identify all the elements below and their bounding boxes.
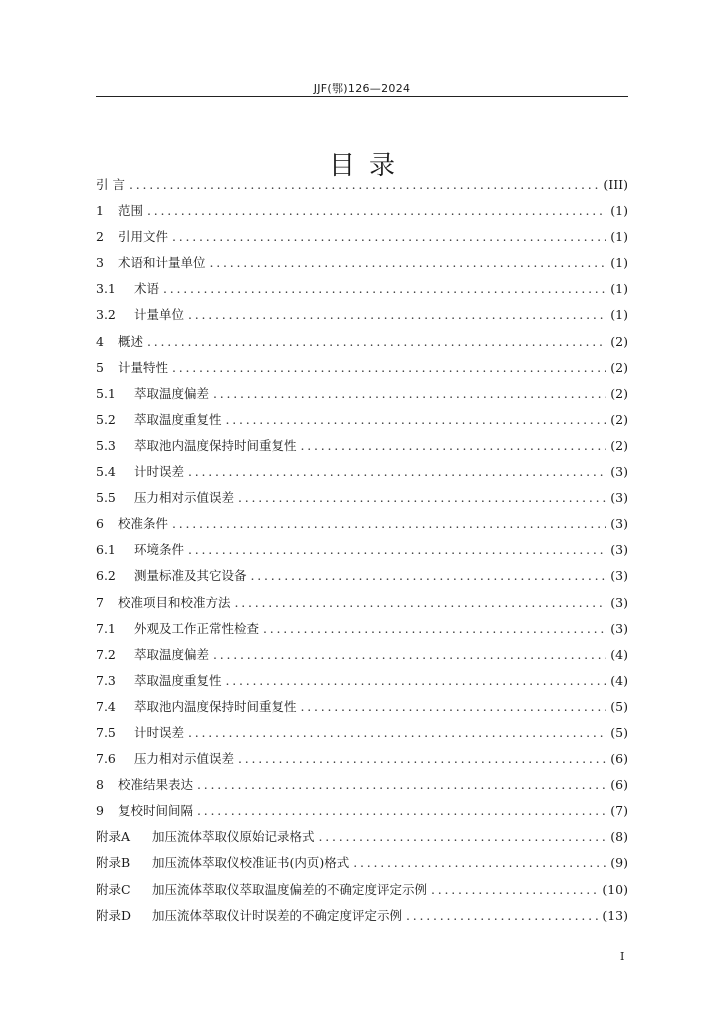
toc-entry-title: 校准项目和校准方法: [118, 594, 231, 610]
page-title: 目录: [328, 151, 409, 182]
toc-entry-title: 环境条件: [134, 542, 185, 558]
toc-entry-title: 计时误差: [134, 464, 185, 480]
toc-entry-title: 萃取温度偏差: [134, 385, 210, 401]
toc-entry-page: (4): [610, 646, 628, 662]
toc-entry-title: 加压流体萃取仪萃取温度偏差的不确定度评定示例: [152, 881, 428, 897]
toc-dot-leader: [251, 568, 607, 583]
toc-entry-title: 萃取温度重复性: [134, 411, 222, 427]
toc-entry[interactable]: [96, 253, 628, 279]
toc-entry-title: 校准结果表达: [118, 777, 194, 793]
toc-entry-number: 附录B: [96, 855, 131, 871]
toc-entry[interactable]: [96, 462, 628, 488]
toc-dot-leader: [235, 595, 607, 610]
toc-entry-number: 附录C: [96, 881, 131, 897]
toc-dot-leader: [213, 386, 606, 401]
toc-entry-page: (2): [610, 411, 628, 427]
header-rule: [96, 96, 628, 97]
toc-entry-page: (9): [610, 855, 628, 871]
toc-entry-number: 7: [96, 594, 104, 610]
toc-dot-leader: [188, 464, 606, 479]
toc-entry[interactable]: [96, 723, 628, 749]
toc-entry-number: 8: [96, 777, 104, 793]
toc-entry[interactable]: [96, 540, 628, 566]
toc-entry-number: 5.4: [96, 464, 116, 480]
toc-entry[interactable]: [96, 201, 628, 227]
toc-entry-title: 概述: [118, 333, 144, 349]
toc-dot-leader: [226, 673, 607, 688]
toc-entry-number: 2: [96, 229, 104, 245]
toc-entry-number: 7.6: [96, 751, 116, 767]
toc-entry-number: 3.1: [96, 281, 116, 297]
page-number: I: [620, 950, 625, 963]
toc-entry-number: 3.2: [96, 307, 116, 323]
toc-entry-title: 术语和计量单位: [118, 255, 206, 271]
toc-dot-leader: [197, 777, 606, 792]
toc-entry-number: 附录D: [96, 907, 132, 923]
toc-dot-leader: [210, 255, 607, 270]
toc-entry[interactable]: [96, 436, 628, 462]
toc-entry-number: 7.5: [96, 724, 116, 740]
toc-entry-page: (1): [610, 203, 628, 219]
toc-entry-title: 压力相对示值误差: [134, 751, 235, 767]
toc-entry-title: 加压流体萃取仪原始记录格式: [152, 829, 315, 845]
toc-entry-title: 范围: [118, 203, 144, 219]
toc-entry-page: (5): [610, 724, 628, 740]
toc-dot-leader: [172, 229, 606, 244]
toc-entry-number: 3: [96, 255, 104, 271]
toc-entry-number: 7.1: [96, 620, 116, 636]
toc-entry[interactable]: [96, 332, 628, 358]
toc-dot-leader: [163, 281, 606, 296]
toc-dot-leader: [188, 725, 606, 740]
toc-entry-page: (1): [610, 255, 628, 271]
toc-entry-number: 5.2: [96, 411, 116, 427]
toc-entry[interactable]: [96, 880, 628, 906]
toc-dot-leader: [197, 803, 606, 818]
toc-entry-title: 复校时间间隔: [118, 803, 194, 819]
toc-entry[interactable]: [96, 619, 628, 645]
toc-entry[interactable]: [96, 384, 628, 410]
toc-entry-number: 4: [96, 333, 104, 349]
toc-entry[interactable]: [96, 671, 628, 697]
toc-entry-number: 7.3: [96, 672, 116, 688]
toc-entry-page: (7): [610, 803, 628, 819]
toc-entry[interactable]: [96, 775, 628, 801]
toc-entry-number: 5.3: [96, 437, 116, 453]
table-of-contents: [96, 175, 628, 932]
toc-dot-leader: [226, 412, 607, 427]
toc-entry-title: 引 言: [96, 177, 125, 192]
toc-entry-page: (1): [610, 229, 628, 245]
toc-entry-number: 5.1: [96, 385, 116, 401]
toc-entry-page: (2): [610, 437, 628, 453]
toc-entry[interactable]: [96, 593, 628, 619]
toc-entry[interactable]: [96, 749, 628, 775]
toc-dot-leader: [147, 334, 606, 349]
toc-dot-leader: [172, 360, 606, 375]
toc-entry-number: 6.1: [96, 542, 116, 558]
toc-entry-title: 计量单位: [134, 307, 185, 323]
toc-entry[interactable]: [96, 358, 628, 384]
toc-entry-title: 测量标准及其它设备: [134, 568, 247, 584]
toc-entry[interactable]: [96, 697, 628, 723]
toc-entry-number: 5: [96, 359, 104, 375]
toc-entry[interactable]: [96, 227, 628, 253]
toc-entry-number: 7.2: [96, 646, 116, 662]
toc-entry[interactable]: [96, 853, 628, 879]
toc-entry-title: 校准条件: [118, 516, 169, 532]
toc-dot-leader: [238, 751, 606, 766]
toc-dot-leader: [301, 438, 607, 453]
toc-entry-page: (1): [610, 281, 628, 297]
toc-entry-title: 术语: [134, 281, 160, 297]
toc-entry[interactable]: [96, 645, 628, 671]
toc-entry-page: (3): [610, 490, 628, 506]
toc-entry-title: 加压流体萃取仪计时误差的不确定度评定示例: [152, 907, 403, 923]
toc-dot-leader: [147, 203, 606, 218]
toc-entry-number: 6: [96, 516, 104, 532]
toc-entry-number: 7.4: [96, 698, 116, 714]
toc-entry-page: (10): [602, 881, 628, 897]
toc-entry[interactable]: [96, 906, 628, 932]
toc-entry-page: (3): [610, 516, 628, 532]
toc-entry-number: 9: [96, 803, 104, 819]
toc-dot-leader: [188, 542, 606, 557]
toc-entry-page: (2): [610, 333, 628, 349]
toc-entry-title: 萃取温度偏差: [134, 646, 210, 662]
document-code-header: JJF(鄂)126—2024: [313, 82, 411, 95]
toc-entry-title: 加压流体萃取仪校准证书(内页)格式: [152, 855, 350, 871]
toc-entry-page: (4): [610, 672, 628, 688]
toc-entry-page: (III): [603, 177, 628, 192]
toc-entry[interactable]: [96, 827, 628, 853]
toc-entry-page: (3): [610, 542, 628, 558]
toc-entry-page: (3): [610, 568, 628, 584]
toc-dot-leader: [188, 307, 606, 322]
toc-entry[interactable]: [96, 305, 628, 331]
toc-dot-leader: [238, 490, 606, 505]
toc-entry-title: 引用文件: [118, 229, 169, 245]
toc-entry-page: (3): [610, 464, 628, 480]
toc-dot-leader: [129, 177, 599, 192]
toc-entry-title: 计时误差: [134, 724, 185, 740]
toc-entry[interactable]: [96, 175, 628, 201]
toc-entry-number: 1: [96, 203, 104, 219]
toc-entry[interactable]: [96, 279, 628, 305]
toc-entry[interactable]: [96, 488, 628, 514]
toc-entry[interactable]: [96, 801, 628, 827]
toc-entry-page: (3): [610, 594, 628, 610]
toc-entry[interactable]: [96, 410, 628, 436]
toc-entry-title: 萃取池内温度保持时间重复性: [134, 437, 297, 453]
toc-entry-page: (2): [610, 385, 628, 401]
toc-dot-leader: [301, 699, 607, 714]
toc-entry-title: 压力相对示值误差: [134, 490, 235, 506]
toc-entry-page: (6): [610, 777, 628, 793]
toc-entry[interactable]: [96, 514, 628, 540]
toc-entry-page: (8): [610, 829, 628, 845]
toc-entry-number: 附录A: [96, 829, 131, 845]
toc-entry[interactable]: [96, 566, 628, 592]
toc-entry-page: (2): [610, 359, 628, 375]
toc-entry-title: 萃取温度重复性: [134, 672, 222, 688]
toc-dot-leader: [319, 829, 607, 844]
toc-dot-leader: [431, 882, 598, 897]
toc-entry-page: (13): [602, 907, 628, 923]
toc-entry-page: (1): [610, 307, 628, 323]
toc-entry-page: (5): [610, 698, 628, 714]
toc-dot-leader: [172, 516, 606, 531]
toc-dot-leader: [263, 621, 606, 636]
toc-entry-page: (6): [610, 751, 628, 767]
toc-entry-title: 萃取池内温度保持时间重复性: [134, 698, 297, 714]
toc-dot-leader: [406, 908, 598, 923]
toc-entry-number: 6.2: [96, 568, 116, 584]
toc-entry-title: 计量特性: [118, 359, 169, 375]
toc-entry-page: (3): [610, 620, 628, 636]
toc-dot-leader: [213, 647, 606, 662]
toc-dot-leader: [353, 855, 606, 870]
toc-entry-title: 外观及工作正常性检查: [134, 620, 260, 636]
toc-entry-number: 5.5: [96, 490, 116, 506]
